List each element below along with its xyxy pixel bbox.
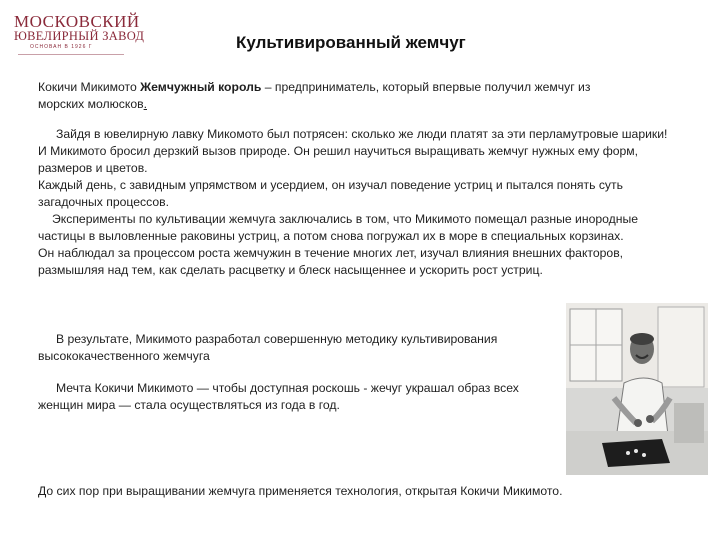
- story-paragraph-1: Зайдя в ювелирную лавку Микомото был потрясен: сколько же люди платят за эти перламутровые шарики! И Микимото бросил дерзкий вызов природе. Он решил научиться выращивать жемчуг нужных ему форм, размеров и цветов.: [38, 127, 668, 175]
- page-title: Культивированный жемчуг: [236, 33, 466, 52]
- result-paragraph: В результате, Микимото разработал совершенную методику культивирования высококачественного жемчуга: [38, 332, 498, 363]
- intro-nickname: Жемчужный король: [140, 80, 262, 94]
- story-paragraph-2: Каждый день, с завидным упрямством и усердием, он изучал поведение устриц и пытался понять суть загадочных процессов.: [38, 178, 623, 209]
- story-paragraph-4: Он наблюдал за процессом роста жемчужин в течение многих лет, изучал влияния внешних факторов, размышляя над тем, как сделать расцветку и блеск насыщеннее и ускорить рост устриц.: [38, 246, 624, 277]
- logo-divider: [18, 54, 124, 55]
- intro-name: Кокичи Микимото: [38, 80, 141, 94]
- factory-logo: [14, 12, 145, 58]
- dream-paragraph: Мечта Кокичи Микимото — чтобы доступная роскошь - жечуг украшал образ всех женщин мира — стала осуществляться из года в год.: [38, 381, 519, 412]
- intro-dot: .: [143, 97, 147, 111]
- portrait-photo: [566, 303, 708, 475]
- intro-rest: – предприниматель, который впервые получил жемчуг из морских молюсков: [38, 80, 591, 111]
- logo-text-line3: ОСНОВАН В 1926 Г: [30, 44, 93, 50]
- story-block: [38, 126, 668, 279]
- intro-paragraph: [38, 79, 638, 113]
- logo-text-line1: МОСКОВСКИЙ: [14, 12, 140, 31]
- story-paragraph-3: Эксперименты по культивации жемчуга заключались в том, что Микимото помещал разные инородные частицы в выловленные раковины устриц, а потом снова погружал их в море в специальных корзинах.: [38, 212, 639, 243]
- logo-text-line2: ЮВЕЛИРНЫЙ ЗАВОД: [14, 29, 145, 43]
- closing-paragraph: До сих пор при выращивании жемчуга применяется технология, открытая Кокичи Микимото.: [38, 484, 563, 498]
